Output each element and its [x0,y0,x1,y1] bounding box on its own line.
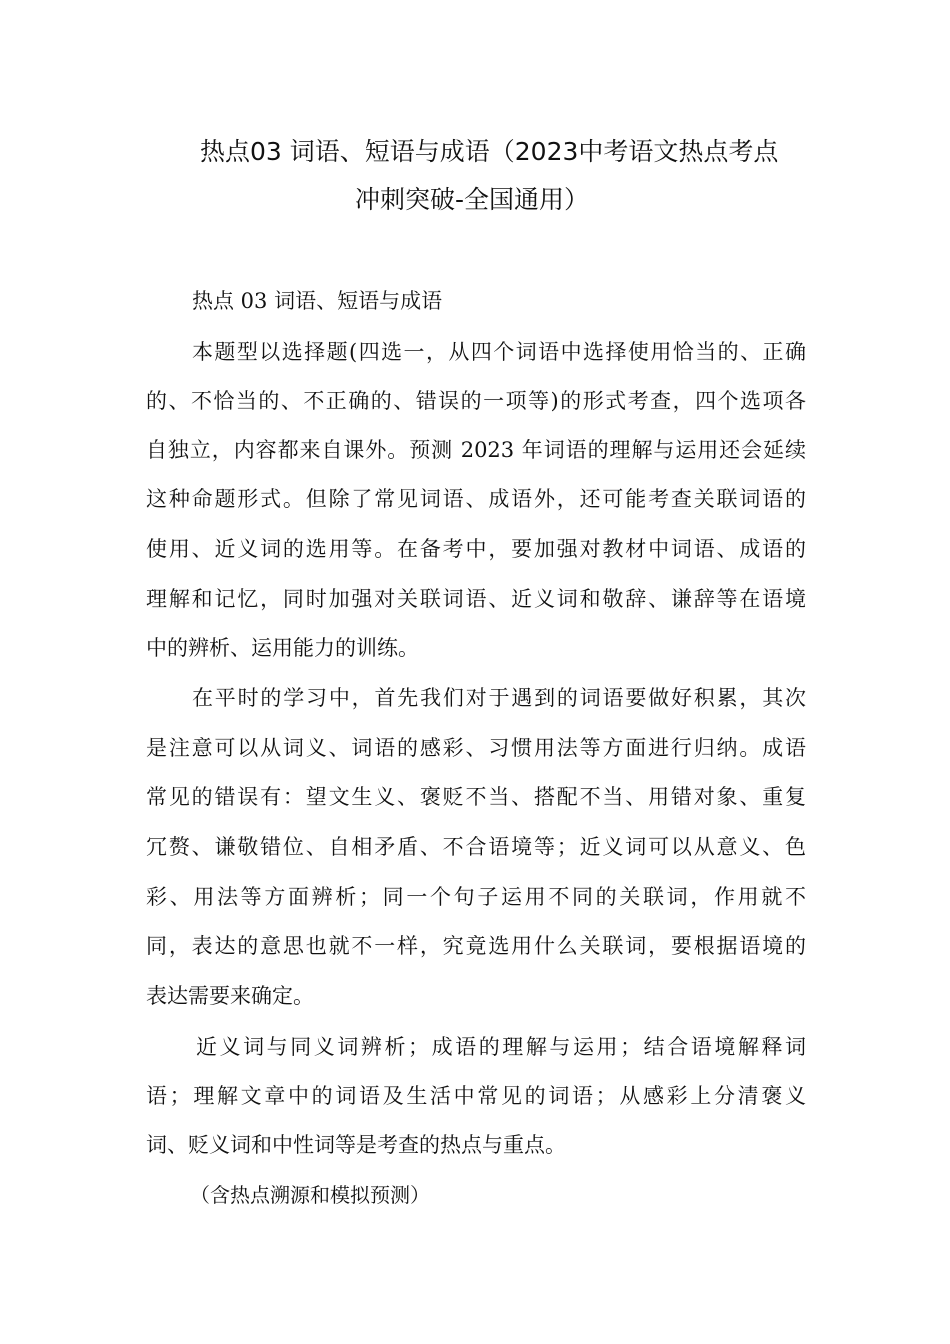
document-title-line-2: 冲刺突破-全国通用） [355,185,590,214]
paragraph-1-line: 中的辨析、运用能力的训练。 [146,636,419,660]
section-heading: 热点 03 词语、短语与成语 [192,289,443,313]
note-text: （含热点溯源和模拟预测） [190,1183,430,1207]
paragraph-2-line: 常见的错误有：望文生义、褒贬不当、搭配不当、用错对象、重复 [146,785,806,809]
paragraph-2-line: 同，表达的意思也就不一样，究竟选用什么关联词，要根据语境的 [146,934,806,958]
paragraph-3-line: 语；理解文章中的词语及生活中常见的词语；从感彩上分清褒义 [146,1084,806,1108]
paragraph-1-line: 本题型以选择题(四选一，从四个词语中选择使用恰当的、正确 [192,340,806,364]
paragraph-2-line: 在平时的学习中，首先我们对于遇到的词语要做好积累，其次 [192,686,806,710]
paragraph-3-line: 词、贬义词和中性词等是考查的热点与重点。 [146,1133,566,1157]
paragraph-2-line: 彩、用法等方面辨析；同一个句子运用不同的关联词，作用就不 [146,885,806,909]
document-title-line-1: 热点03 词语、短语与成语（2023中考语文热点考点 [200,137,779,166]
paragraph-2-line: 表达需要来确定。 [146,984,314,1008]
paragraph-1-line: 的、不恰当的、不正确的、错误的一项等)的形式考查，四个选项各 [146,389,806,413]
paragraph-2-line: 是注意可以从词义、词语的感彩、习惯用法等方面进行归纳。成语 [146,736,806,760]
paragraph-3-line: 近义词与同义词辨析；成语的理解与运用；结合语境解释词 [196,1035,806,1059]
paragraph-2-line: 冗赘、谦敬错位、自相矛盾、不合语境等；近义词可以从意义、色 [146,835,806,859]
paragraph-1-line: 自独立，内容都来自课外。预测 2023 年词语的理解与运用还会延续 [146,438,806,462]
paragraph-1-line: 使用、近义词的选用等。在备考中，要加强对教材中词语、成语的 [146,537,806,561]
paragraph-1-line: 这种命题形式。但除了常见词语、成语外，还可能考查关联词语的 [146,487,806,511]
paragraph-1-line: 理解和记忆，同时加强对关联词语、近义词和敬辞、谦辞等在语境 [146,587,806,611]
